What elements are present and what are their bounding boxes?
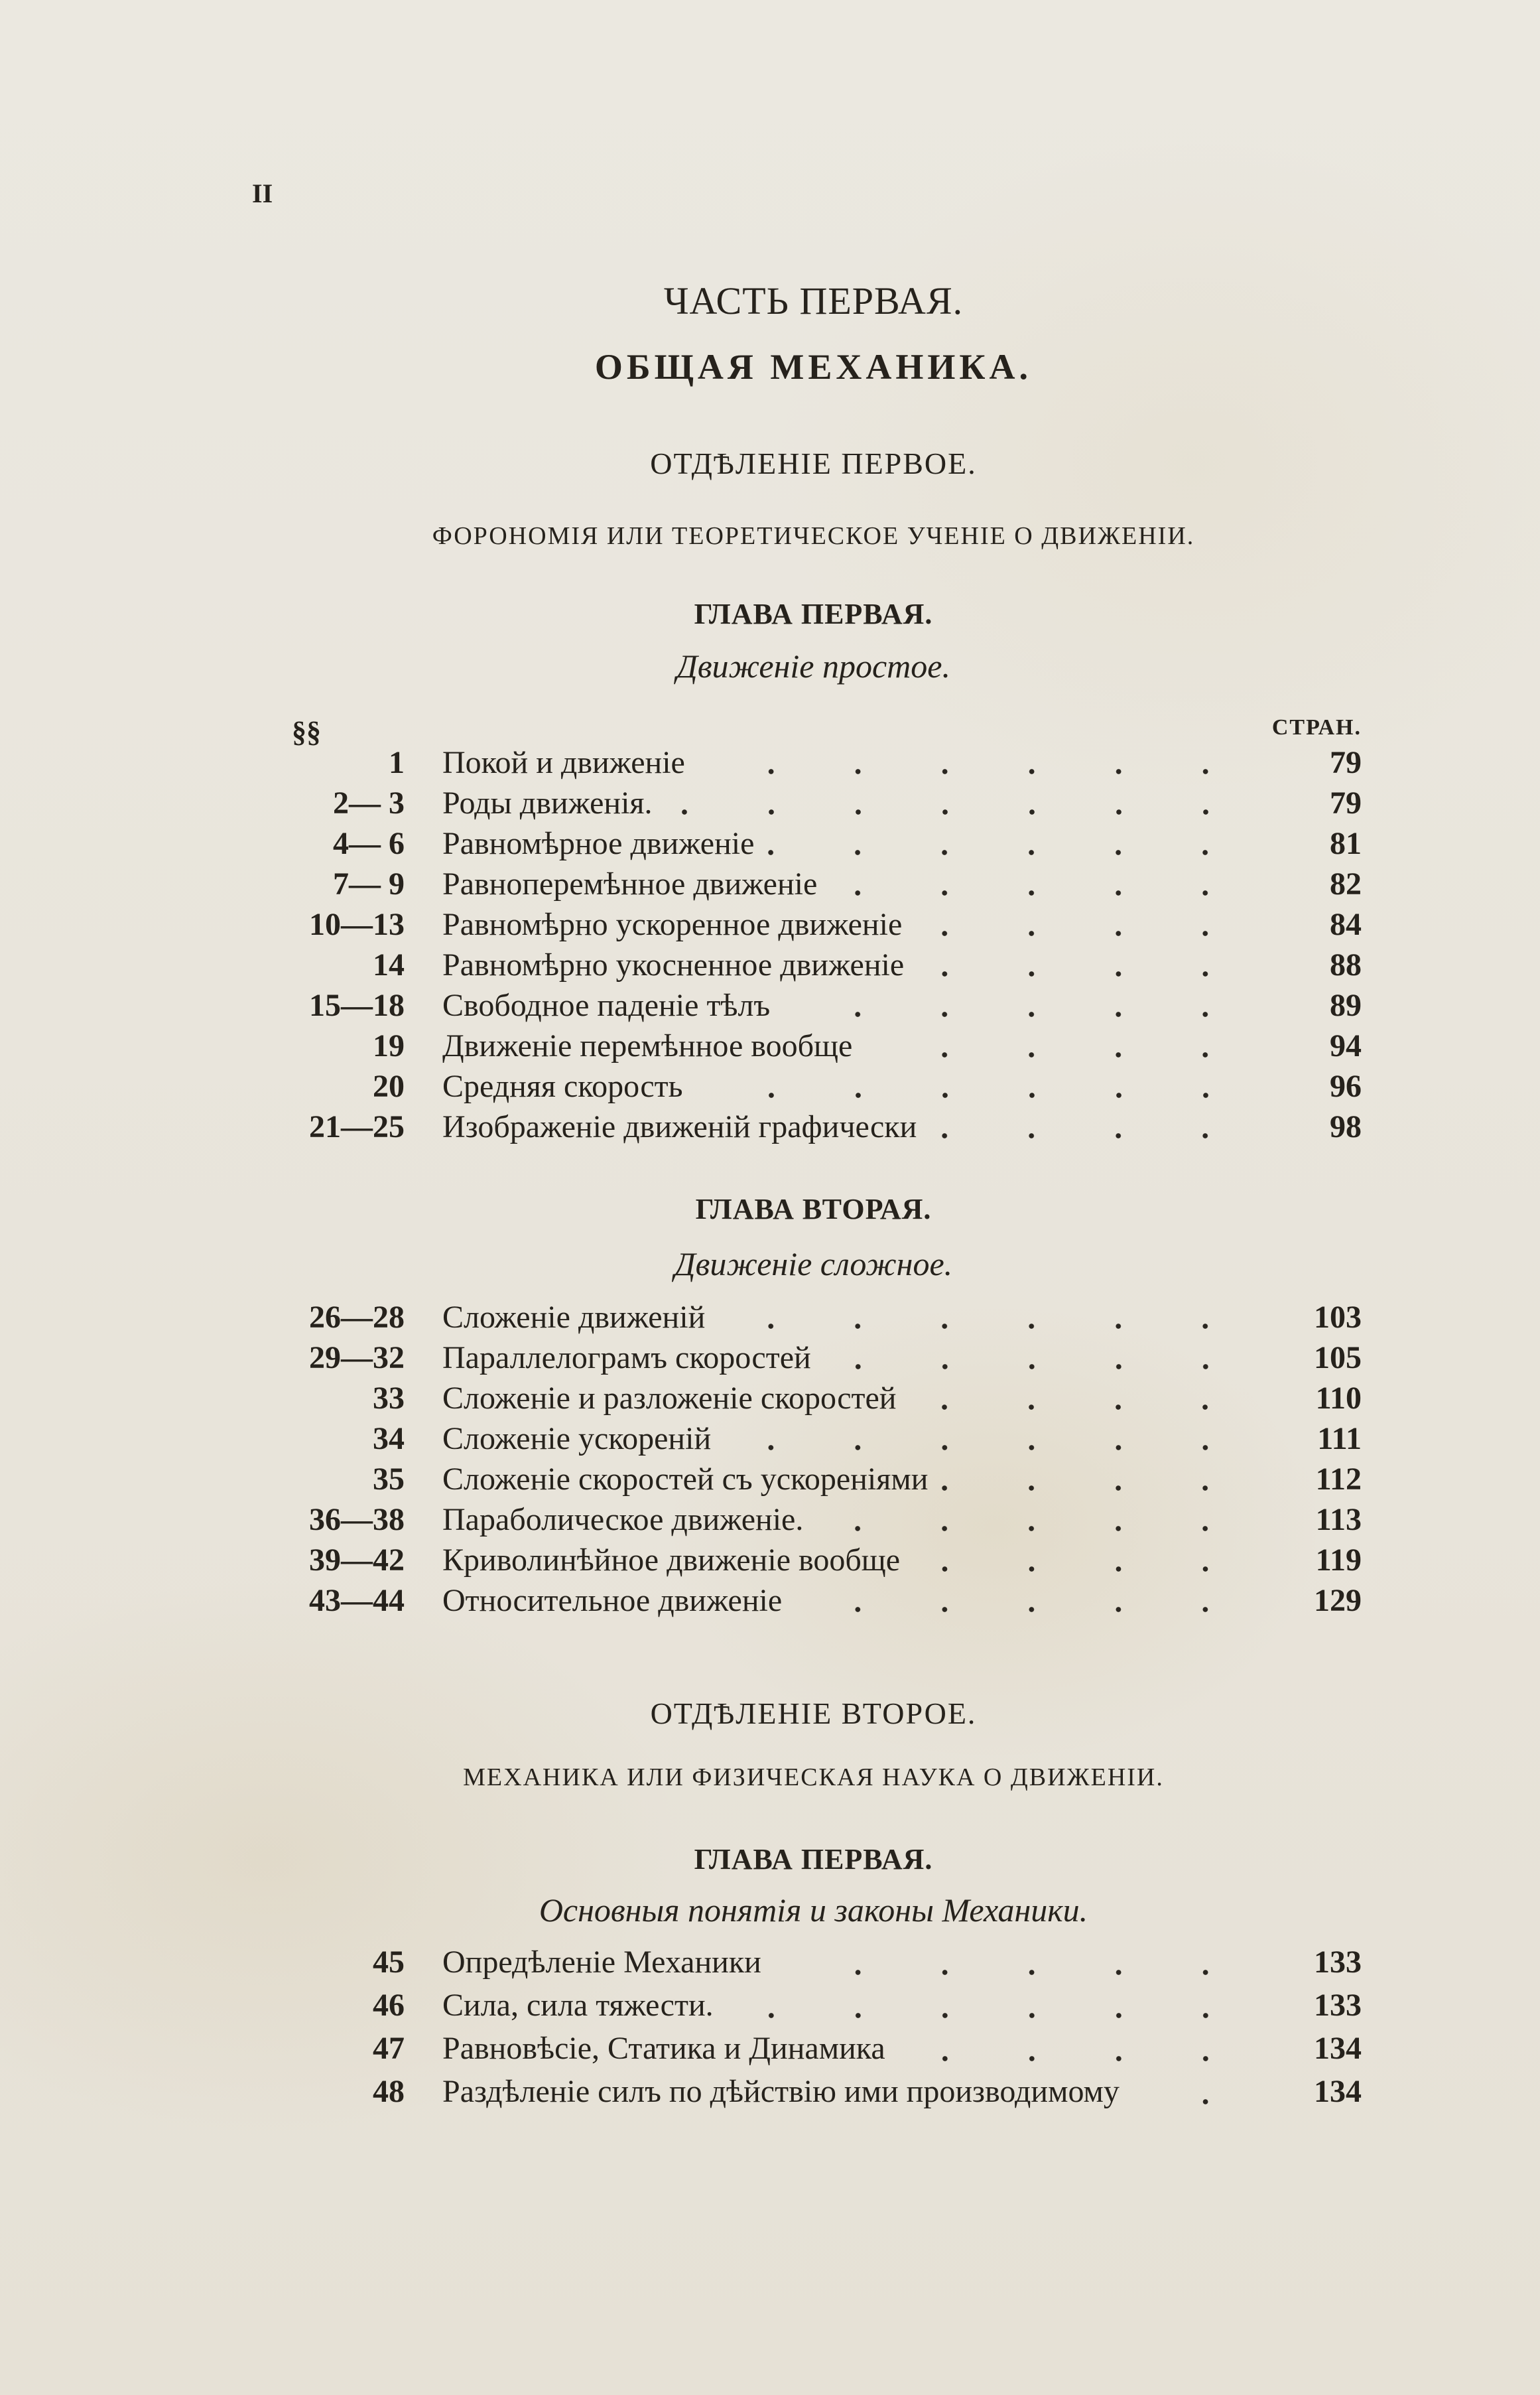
entry-title: Опредѣленіе Механики	[442, 1945, 761, 1980]
dot-leader	[718, 1322, 1249, 1331]
page-ref: 94	[1330, 1028, 1362, 1063]
page-ref: 133	[1314, 1945, 1362, 1980]
toc-entry	[265, 825, 1362, 866]
entry-title: Сложеніе и разложеніе скоростей	[442, 1381, 897, 1416]
toc-entry	[265, 1299, 1362, 1339]
page-ref: 112	[1315, 1462, 1362, 1497]
dot-leader	[913, 1564, 1249, 1574]
section-number: 33	[373, 1381, 405, 1416]
section-number: 19	[373, 1028, 405, 1063]
section-number: 26—28	[309, 1300, 405, 1335]
entry-title: Равномѣрное движеніе	[442, 826, 755, 861]
page-column-header: СТРАН.	[1271, 715, 1362, 740]
dot-leader	[727, 2011, 1249, 2020]
toc-list-section2-chapter1	[265, 1944, 1362, 2116]
section-number: 15—18	[309, 988, 405, 1023]
toc-entry	[265, 1380, 1362, 1420]
section-number: 1	[389, 745, 405, 780]
book-title: ОБЩАЯ МЕХАНИКА.	[594, 347, 1033, 387]
page-ref: 88	[1330, 947, 1362, 983]
entry-title: Покой и движеніе	[442, 745, 685, 780]
entry-title: Средняя скорость	[442, 1069, 683, 1104]
toc-entry	[265, 906, 1362, 947]
dot-leader	[830, 888, 1249, 898]
toc-entry	[265, 866, 1362, 906]
page-ref: 110	[1315, 1381, 1362, 1416]
toc-entry	[265, 744, 1362, 785]
toc-entry	[265, 2030, 1362, 2073]
section-number: 36—38	[309, 1502, 405, 1537]
entry-title: Движеніе перемѣнное вообще	[442, 1028, 853, 1063]
dot-leader	[866, 1050, 1249, 1060]
section2-chapter1-subtitle: Основныя понятія и законы Механики.	[539, 1891, 1088, 1929]
dot-leader	[775, 1968, 1249, 1977]
section-number: 48	[373, 2074, 405, 2109]
entry-title: Изображеніе движеній графически	[442, 1109, 917, 1144]
dot-leader	[666, 807, 1250, 817]
entry-title: Равноперемѣнное движеніе	[442, 866, 818, 902]
section-number: 7— 9	[333, 866, 405, 902]
section-number: 2— 3	[333, 786, 405, 821]
entry-title: Равномѣрно укосненное движеніе	[442, 947, 905, 983]
toc-entry	[265, 947, 1362, 987]
page-ref: 103	[1314, 1300, 1362, 1335]
dot-leader	[915, 929, 1249, 938]
dot-leader	[795, 1605, 1249, 1614]
page-ref: 134	[1314, 2074, 1362, 2109]
page-ref: 134	[1314, 2031, 1362, 2066]
page-ref: 133	[1314, 1988, 1362, 2023]
section-number: 47	[373, 2031, 405, 2066]
page-ref: 79	[1330, 786, 1362, 821]
section2-title: ОТДѢЛЕНІЕ ВТОРОЕ.	[650, 1696, 977, 1730]
section2-chapter1-title: ГЛАВА ПЕРВАЯ.	[694, 1843, 933, 1876]
entry-title: Сложеніе движеній	[442, 1300, 706, 1335]
chapter2-title: ГЛАВА ВТОРАЯ.	[695, 1193, 932, 1225]
part-title: ЧАСТЬ ПЕРВАЯ.	[663, 279, 964, 322]
toc-entry	[265, 1420, 1362, 1461]
page-ref: 98	[1330, 1109, 1362, 1144]
toc-list-chapter1	[265, 744, 1362, 1149]
section-number: 20	[373, 1069, 405, 1104]
toc-entry	[265, 987, 1362, 1028]
toc-entry	[265, 1109, 1362, 1149]
toc-entry	[265, 1582, 1362, 1623]
chapter2-subtitle: Движеніе сложное.	[674, 1245, 953, 1282]
entry-title: Криволинѣйное движеніе вообще	[442, 1542, 901, 1578]
dot-leader	[930, 1131, 1249, 1140]
section-number: 45	[373, 1945, 405, 1980]
page-ref: 113	[1315, 1502, 1362, 1537]
dot-leader	[816, 1524, 1249, 1533]
dot-leader	[824, 1362, 1249, 1371]
dot-leader	[724, 1443, 1249, 1452]
entry-title: Сложеніе скоростей съ ускореніями	[442, 1462, 929, 1497]
entry-title: Раздѣленіе силъ по дѣйствію ими производимому	[442, 2074, 1120, 2109]
toc-entry	[265, 1339, 1362, 1380]
section-number: 4— 6	[333, 826, 405, 861]
entry-title: Сила, сила тяжести.	[442, 1988, 714, 2023]
dot-leader	[783, 1010, 1249, 1019]
section-number: 43—44	[309, 1583, 405, 1618]
page-ref: 111	[1317, 1421, 1362, 1456]
dot-leader	[767, 848, 1249, 857]
section-number: 10—13	[309, 907, 405, 942]
dot-leader	[696, 1091, 1249, 1100]
section1-subtitle: ФОРОНОМІЯ ИЛИ ТЕОРЕТИЧЕСКОЕ УЧЕНІЕ О ДВИЖЕНІИ.	[432, 522, 1195, 550]
page-ref: 79	[1330, 745, 1362, 780]
entry-title: Роды движенія.	[442, 786, 653, 821]
toc-list-chapter2	[265, 1299, 1362, 1623]
page-ref: 82	[1330, 866, 1362, 902]
dot-leader	[909, 1403, 1249, 1412]
dot-leader	[899, 2054, 1249, 2063]
toc-entry	[265, 1987, 1362, 2030]
dot-leader	[1133, 2097, 1249, 2106]
entry-title: Равновѣсіе, Статика и Динамика	[442, 2031, 885, 2066]
section-number: 34	[373, 1421, 405, 1456]
dot-leader	[698, 767, 1249, 776]
toc-entry	[265, 1542, 1362, 1582]
page-ref: 119	[1315, 1542, 1362, 1578]
section-number: 46	[373, 1988, 405, 2023]
entry-title: Сложеніе ускореній	[442, 1421, 712, 1456]
entry-title: Равномѣрно ускоренное движеніе	[442, 907, 903, 942]
toc-entry	[265, 1461, 1362, 1501]
dot-leader	[941, 1483, 1249, 1493]
toc-entry	[265, 1944, 1362, 1987]
page-ref: 84	[1330, 907, 1362, 942]
page-ref: 129	[1314, 1583, 1362, 1618]
dot-leader	[917, 969, 1249, 979]
section-number: 29—32	[309, 1340, 405, 1375]
toc-entry	[265, 2073, 1362, 2116]
section-number: 35	[373, 1462, 405, 1497]
toc-entry	[265, 1068, 1362, 1109]
section-column-header: §§	[292, 716, 321, 748]
entry-title: Параболическое движеніе.	[442, 1502, 804, 1537]
toc-entry	[265, 785, 1362, 825]
entry-title: Свободное паденіе тѣлъ	[442, 988, 771, 1023]
page-ref: 96	[1330, 1069, 1362, 1104]
page-number: II	[252, 178, 273, 208]
section-number: 39—42	[309, 1542, 405, 1578]
section-number: 21—25	[309, 1109, 405, 1144]
toc-entry	[265, 1501, 1362, 1542]
entry-title: Относительное движеніе	[442, 1583, 783, 1618]
entry-title: Параллелограмъ скоростей	[442, 1340, 811, 1375]
page-ref: 81	[1330, 826, 1362, 861]
page-ref: 105	[1314, 1340, 1362, 1375]
section-number: 14	[373, 947, 405, 983]
page-ref: 89	[1330, 988, 1362, 1023]
section1-title: ОТДѢЛЕНІЕ ПЕРВОЕ.	[650, 446, 977, 480]
section2-subtitle: МЕХАНИКА ИЛИ ФИЗИЧЕСКАЯ НАУКА О ДВИЖЕНІИ.	[463, 1763, 1164, 1791]
chapter1-title: ГЛАВА ПЕРВАЯ.	[694, 598, 933, 630]
chapter1-subtitle: Движеніе простое.	[676, 648, 950, 685]
toc-entry	[265, 1028, 1362, 1068]
